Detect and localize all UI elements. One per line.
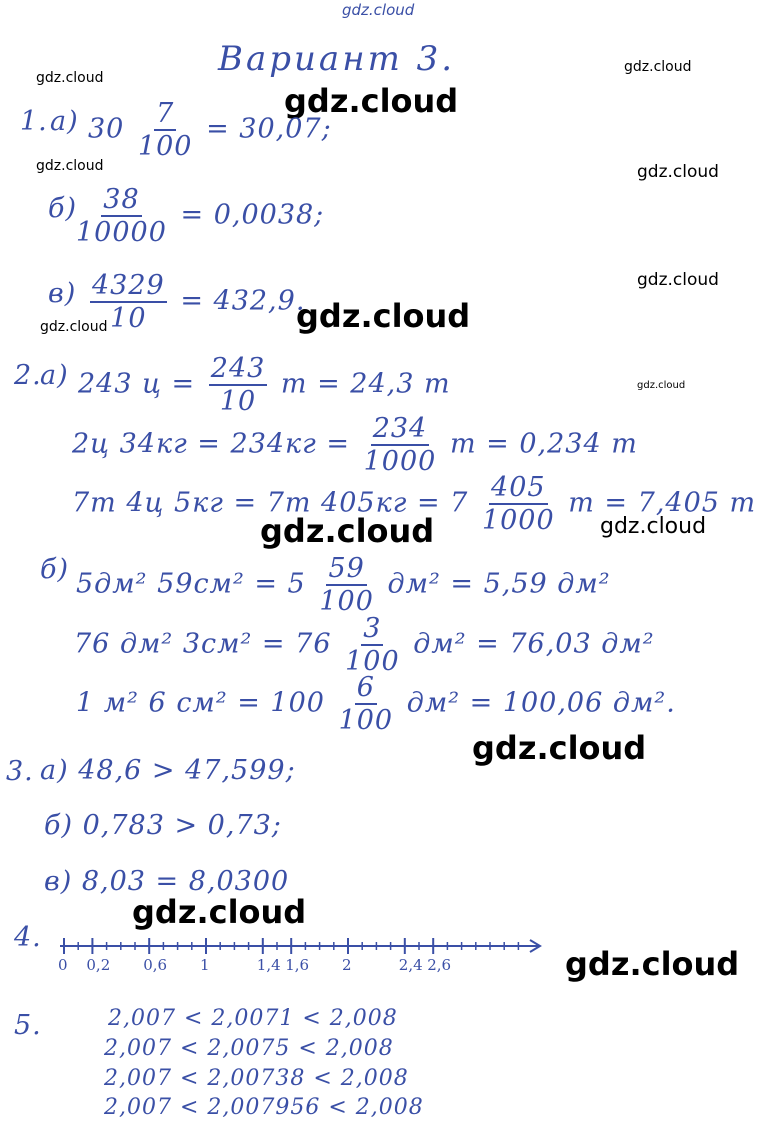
- task5-line-3: 2,007 < 2,00738 < 2,008: [104, 1066, 409, 1091]
- denominator: 10: [110, 303, 147, 334]
- watermark: gdz.cloud: [132, 893, 307, 931]
- task5-line-2: 2,007 < 2,0075 < 2,008: [104, 1036, 394, 1061]
- task5-line-1: 2,007 < 2,0071 < 2,008: [108, 1006, 398, 1031]
- numerator: 4329: [92, 270, 165, 301]
- task2-number: 2.: [14, 360, 42, 391]
- denominator: 100: [319, 586, 374, 617]
- task1-c-result: = 432,9.: [180, 285, 306, 317]
- task3-a: а) 48,6 > 47,599;: [40, 755, 296, 786]
- expression-right: т = 7,405 т: [568, 487, 757, 519]
- task1-b-result: = 0,0038;: [180, 199, 325, 231]
- number-line-tick-label: 2,4: [398, 956, 423, 974]
- task1-a-result: = 30,07;: [206, 113, 332, 145]
- watermark: gdz.cloud: [36, 158, 104, 174]
- numerator: 405: [491, 472, 546, 503]
- number-line-tick-label: 2: [342, 956, 352, 974]
- number-line-tick-label: 0,2: [86, 956, 111, 974]
- number-line-tick-label: 2,6: [427, 956, 452, 974]
- numerator: 234: [372, 413, 428, 444]
- watermark: gdz.cloud: [284, 82, 459, 120]
- watermark: gdz.cloud: [40, 319, 108, 335]
- expression-left: 243 ц =: [78, 368, 196, 400]
- numerator: 59: [328, 553, 365, 584]
- denominator: 100: [137, 131, 193, 162]
- watermark: gdz.cloud: [260, 512, 435, 550]
- task4-number: 4.: [14, 922, 42, 953]
- watermark: gdz.cloud: [637, 270, 719, 290]
- expression-right: дм² = 5,59 дм²: [387, 568, 611, 600]
- numerator: 6: [356, 672, 375, 703]
- task5-number: 5.: [14, 1010, 42, 1041]
- watermark: gdz.cloud: [296, 297, 471, 335]
- expression-left: 5дм² 59см² = 5: [76, 568, 306, 600]
- watermark: gdz.cloud: [637, 162, 719, 182]
- watermark: gdz.cloud: [637, 380, 686, 391]
- number-line-tick-label: 1: [200, 956, 210, 974]
- denominator: 100: [338, 705, 394, 736]
- number-line-tick-label: 0: [58, 956, 68, 974]
- expression-right: т = 0,234 т: [449, 428, 638, 460]
- watermark: gdz.cloud: [624, 59, 692, 75]
- task3-c: в) 8,03 = 8,0300: [44, 866, 290, 897]
- denominator: 1000: [481, 505, 555, 536]
- denominator: 100: [345, 646, 400, 677]
- task2-a-label: а): [40, 360, 69, 391]
- task2-b-label: б): [40, 554, 70, 585]
- expression-right: дм² = 100,06 дм².: [406, 687, 676, 719]
- expression-right: дм² = 76,03 дм²: [413, 628, 655, 660]
- expression-right: т = 24,3 т: [280, 368, 451, 400]
- task3-b: б) 0,783 > 0,73;: [44, 810, 282, 841]
- numerator: 7: [156, 98, 175, 129]
- numerator: 38: [103, 184, 140, 215]
- task1-b-label: б): [48, 193, 78, 224]
- number-line-tick-label: 1,6: [285, 956, 310, 974]
- watermark-top: gdz.cloud: [342, 1, 415, 19]
- task1-a-label: а): [50, 106, 79, 137]
- watermark: gdz.cloud: [565, 945, 740, 983]
- numerator: 243: [210, 353, 266, 384]
- denominator: 10: [219, 386, 257, 417]
- page-title: Вариант 3.: [218, 39, 456, 79]
- task1-number: 1.: [20, 106, 48, 137]
- number-line-tick-label: 1,4: [256, 956, 281, 974]
- expression-left: 76 дм² 3см² = 76: [74, 628, 332, 660]
- expression-left: 2ц 34кг = 234кг =: [72, 428, 351, 460]
- task3-number: 3.: [6, 756, 34, 787]
- expression-left: 7т 4ц 5кг = 7т 405кг = 7: [72, 487, 469, 519]
- expression-left: 1 м² 6 см² = 100: [76, 687, 325, 719]
- numerator: 3: [363, 613, 382, 644]
- watermark: gdz.cloud: [600, 514, 707, 539]
- watermark: gdz.cloud: [472, 729, 647, 767]
- denominator: 10000: [76, 217, 167, 248]
- number-line-tick-label: 0,6: [143, 956, 168, 974]
- task1-c-label: в): [48, 278, 77, 309]
- watermark: gdz.cloud: [36, 70, 104, 86]
- task5-line-4: 2,007 < 2,007956 < 2,008: [104, 1095, 424, 1120]
- task1-a-whole: 30: [88, 113, 125, 145]
- denominator: 1000: [363, 446, 437, 477]
